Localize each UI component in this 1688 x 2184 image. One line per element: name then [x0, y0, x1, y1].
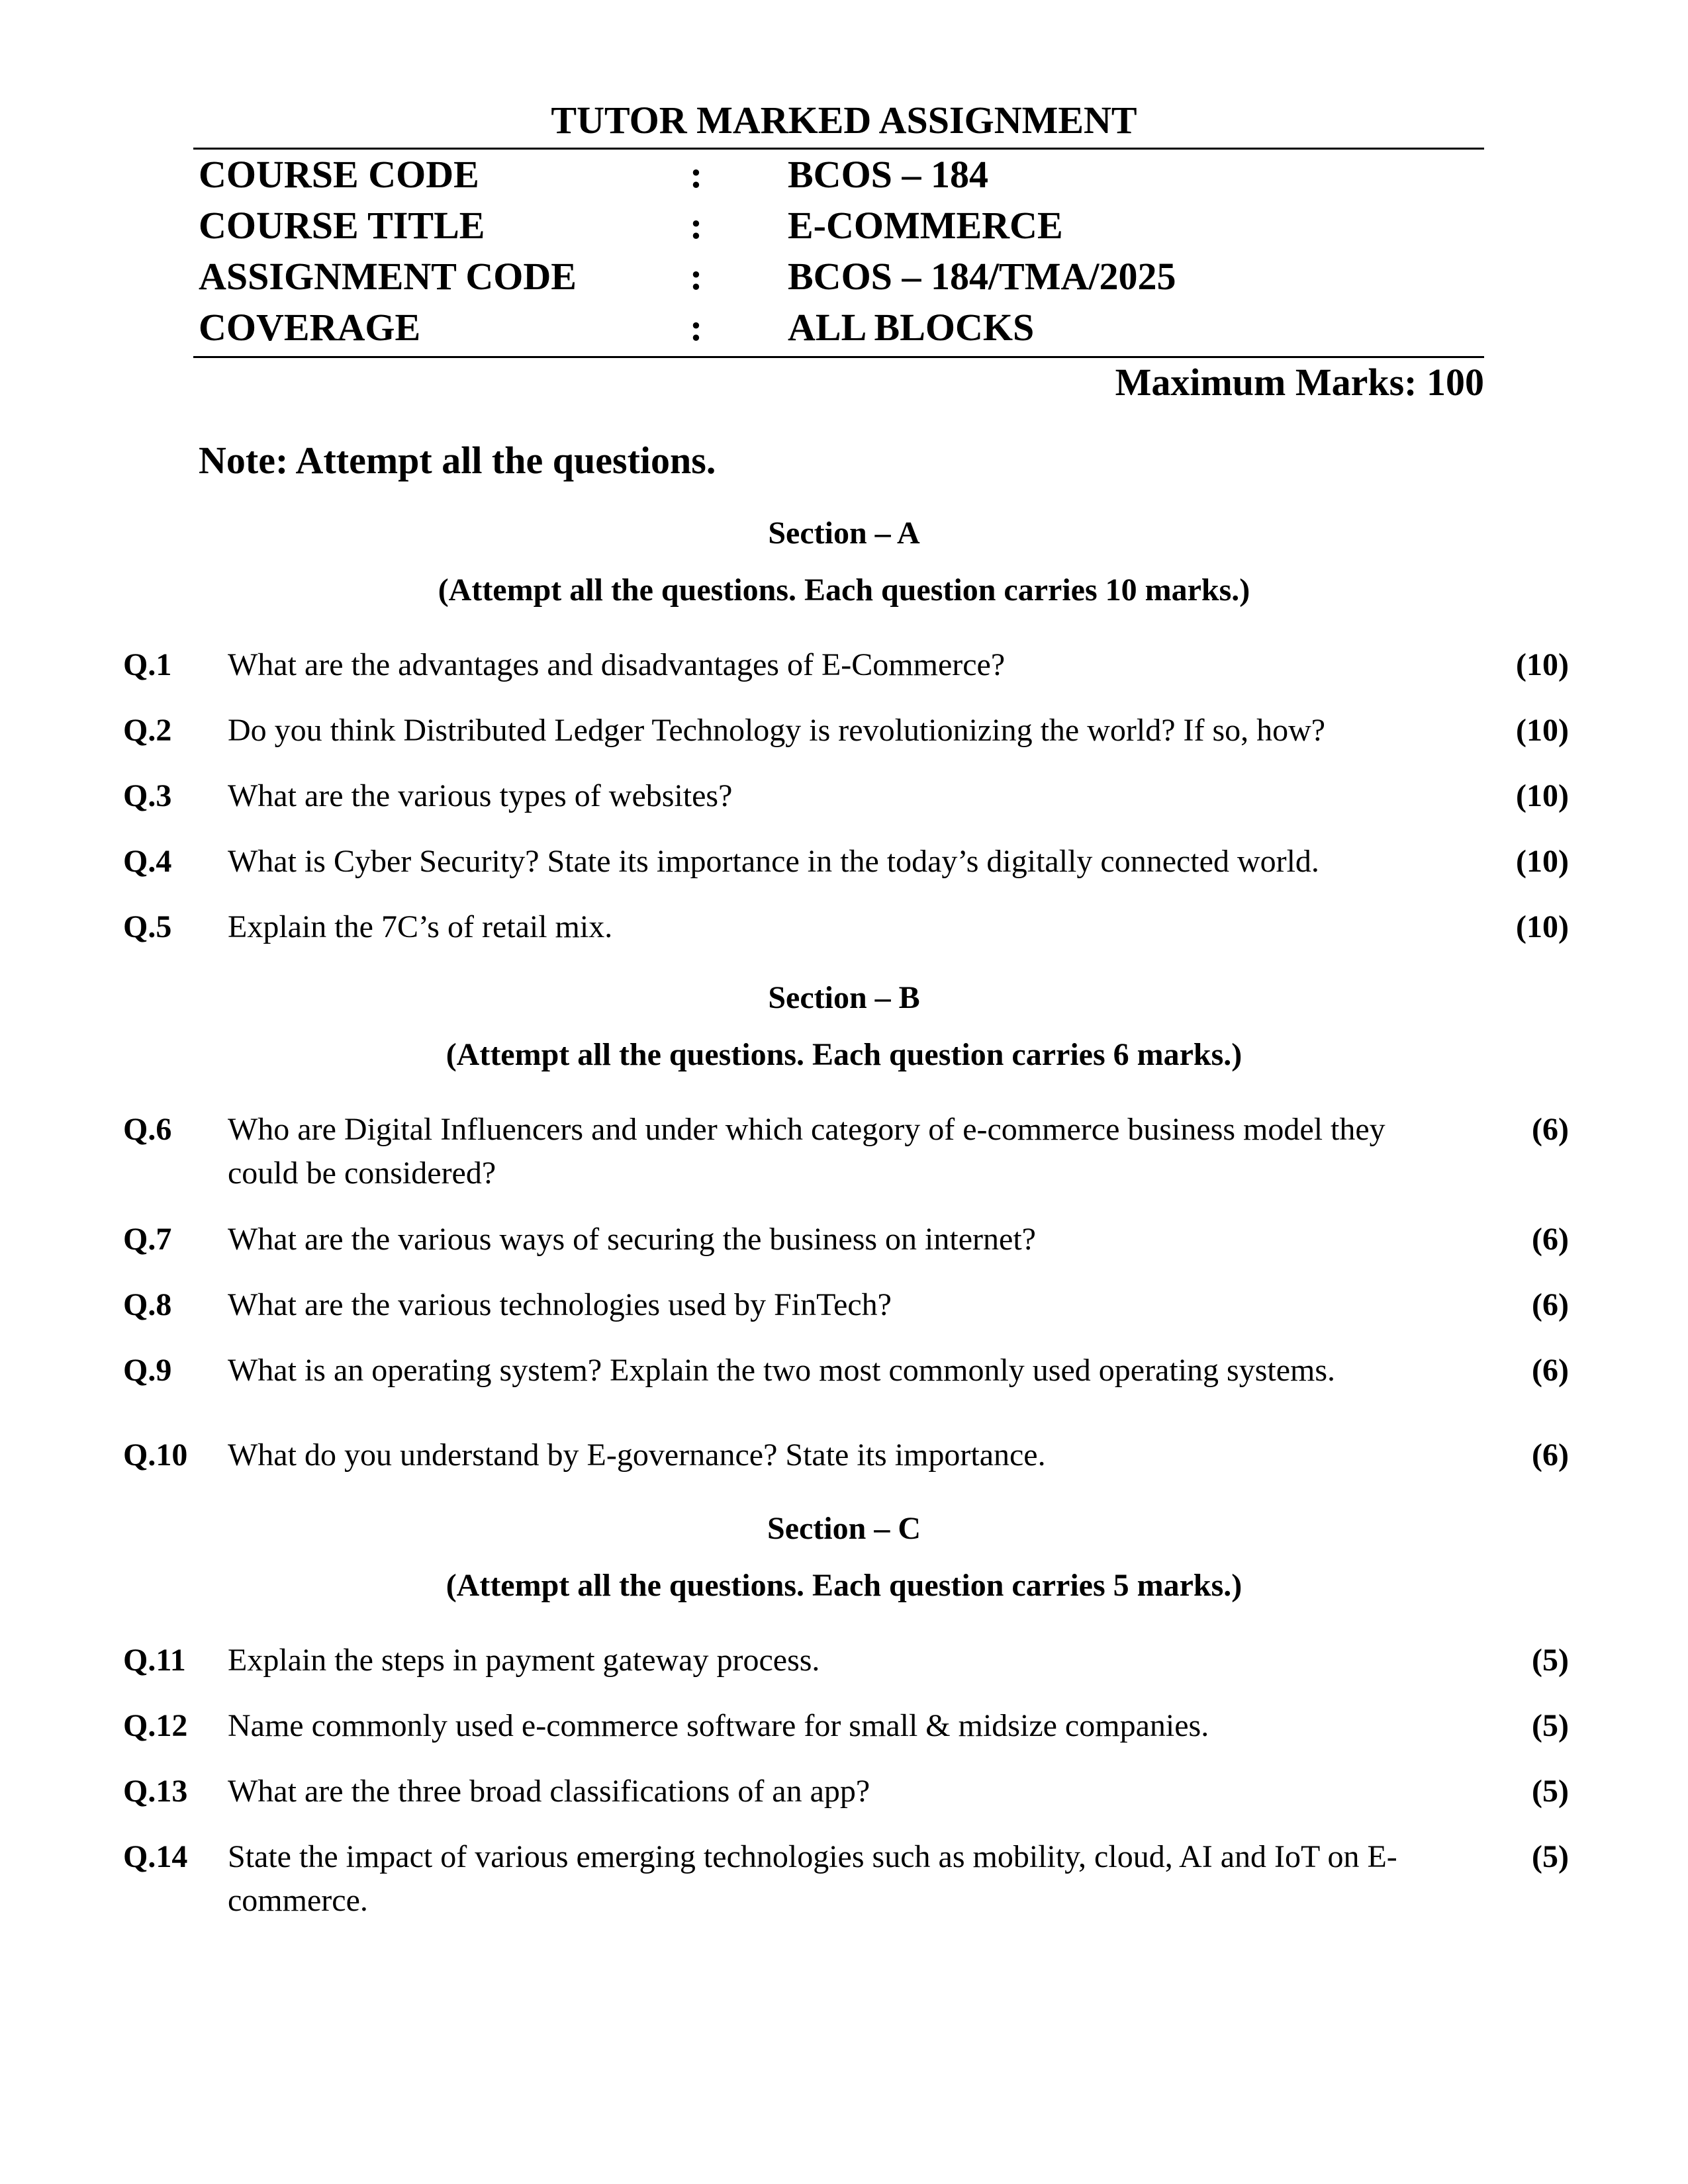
- question-number: Q.11: [123, 1643, 186, 1678]
- question-number: Q.6: [123, 1112, 172, 1147]
- section-title-b: Section – B: [768, 980, 920, 1015]
- question-marks: (6): [1532, 1287, 1569, 1322]
- question-number: Q.9: [123, 1353, 172, 1388]
- meta-colon: :: [690, 306, 703, 349]
- question-marks: (5): [1532, 1839, 1569, 1874]
- question-text: What is an operating system? Explain the two most commonly used operating systems.: [228, 1353, 1336, 1388]
- document-title: TUTOR MARKED ASSIGNMENT: [551, 99, 1137, 142]
- question-marks: (6): [1532, 1112, 1569, 1147]
- question-text: Explain the steps in payment gateway process.: [228, 1643, 820, 1678]
- question-text: What are the various ways of securing the business on internet?: [228, 1222, 1036, 1257]
- question-marks: (5): [1532, 1643, 1569, 1678]
- meta-value: BCOS – 184/TMA/2025: [788, 255, 1176, 298]
- question-number: Q.4: [123, 844, 172, 879]
- meta-row-coverage: [199, 302, 1483, 353]
- question-number: Q.1: [123, 647, 172, 682]
- meta-colon: :: [690, 255, 703, 298]
- question-text: Explain the 7C’s of retail mix.: [228, 909, 613, 944]
- question-number: Q.13: [123, 1774, 188, 1809]
- question-marks: (6): [1532, 1353, 1569, 1388]
- meta-row-course-code: [199, 150, 1483, 200]
- section-title-c: Section – C: [767, 1511, 921, 1546]
- question-marks: (5): [1532, 1774, 1569, 1809]
- section-instruction-b: (Attempt all the questions. Each question carries 6 marks.): [445, 1037, 1243, 1072]
- question-text: Do you think Distributed Ledger Technology is revolutionizing the world? If so, how?: [228, 713, 1326, 748]
- meta-row-assignment-code: [199, 251, 1483, 302]
- maximum-marks: Maximum Marks: 100: [1115, 361, 1484, 404]
- question-marks: (10): [1516, 909, 1569, 944]
- question-number: Q.2: [123, 713, 172, 748]
- question-text: State the impact of various emerging technologies such as mobility, cloud, AI and IoT on E-commerce.: [228, 1839, 1397, 1918]
- question-number: Q.10: [123, 1437, 188, 1473]
- question-text: What are the advantages and disadvantages of E-Commerce?: [228, 647, 1006, 682]
- question-number: Q.14: [123, 1839, 188, 1874]
- question-marks: (10): [1516, 778, 1569, 813]
- question-text: What are the various types of websites?: [228, 778, 733, 813]
- question-text: What are the three broad classifications of an app?: [228, 1774, 870, 1809]
- question-marks: (6): [1532, 1222, 1569, 1257]
- meta-label: ASSIGNMENT CODE: [199, 255, 577, 298]
- meta-value: BCOS – 184: [788, 153, 988, 196]
- section-instruction-a: (Attempt all the questions. Each question carries 10 marks.): [438, 572, 1250, 608]
- meta-label: COURSE CODE: [199, 153, 479, 196]
- meta-row-course-title: [199, 201, 1483, 251]
- question-text: What do you understand by E-governance? State its importance.: [228, 1437, 1046, 1473]
- question-text: What are the various technologies used by FinTech?: [228, 1287, 892, 1322]
- question-number: Q.8: [123, 1287, 172, 1322]
- note: Note: Attempt all the questions.: [199, 439, 716, 482]
- question-number: Q.7: [123, 1222, 172, 1257]
- meta-label: COURSE TITLE: [199, 204, 485, 247]
- meta-value: E-COMMERCE: [788, 204, 1063, 247]
- question-number: Q.5: [123, 909, 172, 944]
- question-text: Who are Digital Influencers and under which category of e-commerce business model they could be considered?: [228, 1112, 1385, 1191]
- question-marks: (6): [1532, 1437, 1569, 1473]
- question-number: Q.12: [123, 1708, 188, 1743]
- meta-colon: :: [690, 204, 703, 247]
- question-marks: (10): [1516, 713, 1569, 748]
- meta-colon: :: [690, 153, 703, 196]
- question-number: Q.3: [123, 778, 172, 813]
- section-instruction-c: (Attempt all the questions. Each question carries 5 marks.): [445, 1568, 1243, 1603]
- meta-label: COVERAGE: [199, 306, 421, 349]
- question-text: Name commonly used e-commerce software for small & midsize companies.: [228, 1708, 1209, 1743]
- meta-value: ALL BLOCKS: [788, 306, 1035, 349]
- question-text: What is Cyber Security? State its importance in the today’s digitally connected world.: [228, 844, 1319, 879]
- question-marks: (10): [1516, 647, 1569, 682]
- question-marks: (5): [1532, 1708, 1569, 1743]
- section-title-a: Section – A: [768, 516, 920, 551]
- question-marks: (10): [1516, 844, 1569, 879]
